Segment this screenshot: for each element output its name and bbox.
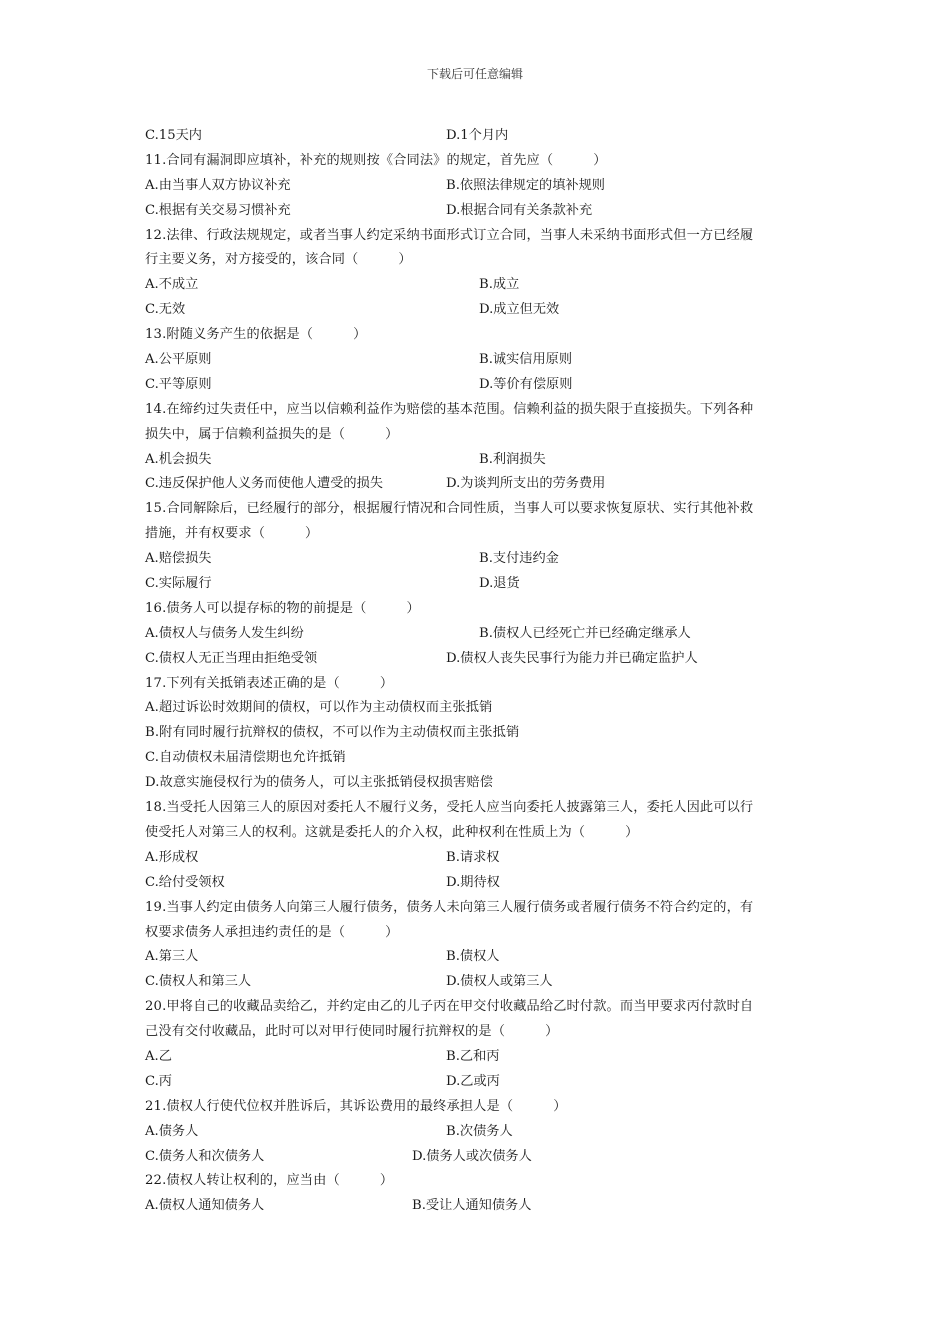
option-row (145, 1045, 805, 1070)
option-left: C.实际履行 (145, 576, 212, 592)
option-right: D.1个月内 (446, 128, 509, 143)
option-row (145, 448, 805, 473)
question-line: 22.债权人转让权利的，应当由（ ） (145, 1173, 394, 1189)
question-line: 权要求债务人承担违约责任的是（ ） (145, 924, 399, 940)
option-right: B.支付违约金 (479, 551, 559, 567)
question-line: 17.下列有关抵销表述正确的是（ ） (145, 675, 394, 691)
option-row (145, 547, 805, 572)
question-line: 19.当事人约定由债务人向第三人履行债务，债务人未向第三人履行债务或者履行债务不符合约定的，有 (145, 899, 754, 915)
option-left: C.无效 (145, 302, 186, 318)
option-left: C.平等原则 (145, 376, 212, 392)
option-row (145, 572, 805, 597)
option-left: A.由当事人双方协议补充 (145, 177, 291, 193)
option-right: B.依照法律规定的填补规则 (446, 177, 605, 193)
option-row (145, 945, 805, 970)
option-row (145, 298, 805, 323)
option-right: D.退货 (479, 576, 520, 592)
option-right: D.债务人或次债务人 (412, 1148, 532, 1164)
option-right: B.诚实信用原则 (479, 352, 573, 368)
question-line: B.附有同时履行抗辩权的债权，不可以作为主动债权而主张抵销 (145, 725, 520, 741)
option-left: A.债权人与债务人发生纠纷 (145, 625, 304, 641)
option-right: D.期待权 (446, 874, 500, 890)
option-row (145, 199, 805, 224)
option-right: D.乙或丙 (446, 1073, 500, 1089)
question-line: 己没有交付收藏品，此时可以对甲行使同时履行抗辩权的是（ ） (145, 1024, 559, 1040)
option-right: B.受让人通知债务人 (412, 1198, 532, 1214)
option-left: C.债务人和次债务人 (145, 1148, 265, 1164)
question-line: D.故意实施侵权行为的债务人，可以主张抵销侵权损害赔偿 (145, 775, 494, 791)
option-left: A.债务人 (145, 1123, 199, 1139)
option-right: B.利润损失 (479, 451, 546, 467)
question-line: 使受托人对第三人的权利。这就是委托人的介入权，此种权利在性质上为（ ） (145, 824, 639, 840)
option-left: A.不成立 (145, 277, 199, 293)
question-line: 21.债权人行使代位权并胜诉后，其诉讼费用的最终承担人是（ ） (145, 1098, 567, 1114)
option-right: D.等价有偿原则 (479, 376, 573, 392)
option-row (145, 273, 805, 298)
option-row (145, 622, 805, 647)
option-right: B.债权人已经死亡并已经确定继承人 (479, 625, 691, 641)
question-line: 13.附随义务产生的依据是（ ） (145, 327, 367, 343)
question-line: A.超过诉讼时效期间的债权，可以作为主动债权而主张抵销 (145, 700, 493, 716)
option-right: D.债权人丧失民事行为能力并已确定监护人 (446, 650, 698, 666)
option-left: A.公平原则 (145, 352, 212, 368)
option-row (145, 124, 805, 149)
question-line: 损失中，属于信赖利益损失的是（ ） (145, 426, 399, 442)
option-left: A.第三人 (145, 949, 199, 965)
option-row (145, 970, 805, 995)
option-left: A.赔偿损失 (145, 551, 212, 567)
question-line: C.自动债权未届清偿期也允许抵销 (145, 750, 346, 766)
option-right: D.债权人或第三人 (446, 974, 553, 990)
option-left: C.根据有关交易习惯补充 (145, 202, 291, 218)
option-left: A.机会损失 (145, 451, 212, 467)
option-left: A.形成权 (145, 849, 199, 865)
question-line: 15.合同解除后，已经履行的部分，根据履行情况和合同性质，当事人可以要求恢复原状、实行其他补救 (145, 501, 754, 517)
exam-content (145, 124, 805, 1219)
page-header: 下载后可任意编辑 (426, 67, 523, 81)
option-right: B.债权人 (446, 949, 500, 965)
option-left: C.给付受领权 (145, 874, 225, 890)
option-right: B.请求权 (446, 849, 500, 865)
option-right: B.乙和丙 (446, 1048, 500, 1064)
option-row (145, 1120, 805, 1145)
question-line: 12.法律、行政法规规定，或者当事人约定采纳书面形式订立合同，当事人未采纳书面形式但一方已经履 (145, 227, 754, 243)
option-left: A.债权人通知债务人 (145, 1198, 265, 1214)
option-right: D.成立但无效 (479, 302, 560, 318)
option-row (145, 348, 805, 373)
option-row (145, 647, 805, 672)
question-line: 措施，并有权要求（ ） (145, 526, 319, 542)
option-left: C.债权人和第三人 (145, 974, 252, 990)
question-line: 行主要义务，对方接受的，该合同（ ） (145, 252, 412, 268)
question-line: 18.当受托人因第三人的原因对委托人不履行义务，受托人应当向委托人披露第三人，委托人因此可以行 (145, 800, 754, 816)
question-line: 11.合同有漏洞即应填补，补充的规则按《合同法》的规定，首先应（ ） (145, 152, 607, 168)
option-row (145, 1145, 805, 1170)
option-right: B.成立 (479, 277, 520, 293)
option-left: C.丙 (145, 1073, 172, 1089)
question-line: 20.甲将自己的收藏品卖给乙，并约定由乙的儿子丙在甲交付收藏品给乙时付款。而当甲要求丙付款时自 (145, 999, 754, 1015)
option-left: A.乙 (145, 1048, 172, 1064)
option-left: C.15天内 (145, 128, 202, 143)
option-right: D.为谈判所支出的劳务费用 (446, 476, 606, 492)
option-row (145, 1194, 805, 1219)
option-row (145, 846, 805, 871)
option-row (145, 472, 805, 497)
option-right: B.次债务人 (446, 1123, 513, 1139)
option-left: C.债权人无正当理由拒绝受领 (145, 650, 318, 666)
question-line: 14.在缔约过失责任中，应当以信赖利益作为赔偿的基本范围。信赖利益的损失限于直接损失。下列各种 (145, 401, 754, 417)
option-row (145, 174, 805, 199)
option-right: D.根据合同有关条款补充 (446, 202, 593, 218)
option-row (145, 1070, 805, 1095)
option-row (145, 373, 805, 398)
option-row (145, 871, 805, 896)
question-line: 16.债务人可以提存标的物的前提是（ ） (145, 600, 420, 616)
option-left: C.违反保护他人义务而使他人遭受的损失 (145, 476, 383, 492)
